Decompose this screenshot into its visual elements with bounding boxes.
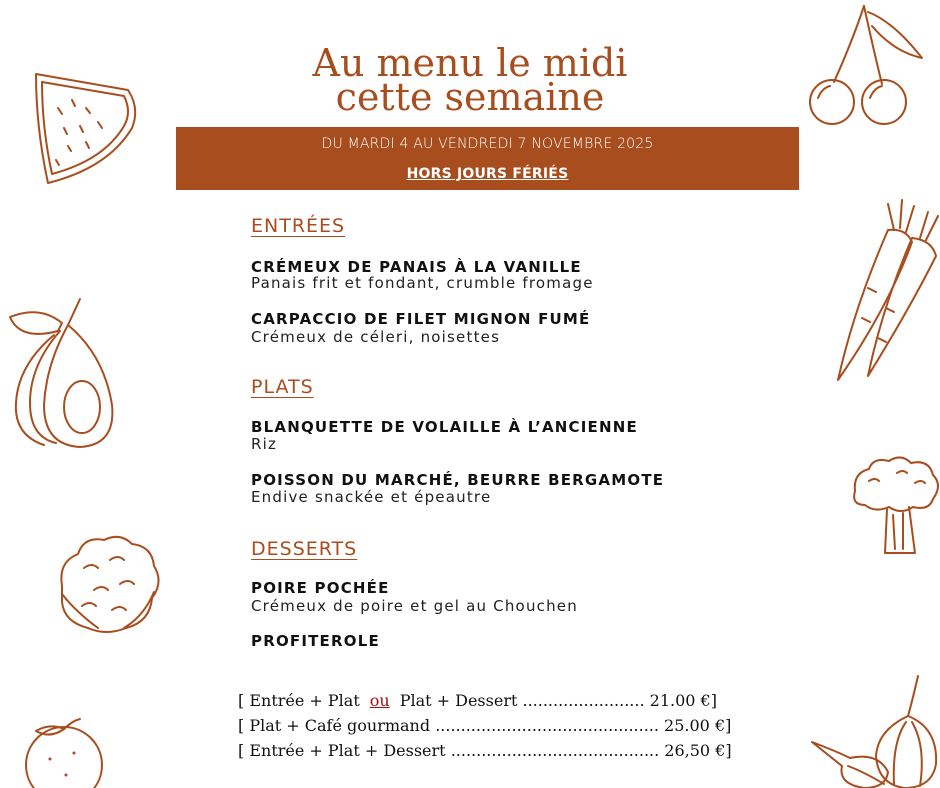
dish-name: CRÉMEUX DE PANAIS À LA VANILLE [251,258,582,276]
date-range: DU MARDI 4 AU VENDREDI 7 NOVEMBRE 2025 [321,136,654,152]
watermelon-icon [28,68,143,188]
cherries-icon [804,2,929,127]
carrots-icon [828,198,940,383]
dish-name: POIRE POCHÉE [251,579,390,597]
or-word: ou [369,691,390,710]
orange-icon [14,715,109,788]
onion-icon [808,672,940,788]
price-line-formula-3: [ Entrée + Plat + Dessert ......................................... 26,50 €] [238,741,732,760]
dish-name: POISSON DU MARCHÉ, BEURRE BERGAMOTE [251,471,665,489]
dish-description: Panais frit et fondant, crumble fromage [251,274,594,292]
menu-title-line2: cette semaine [335,75,605,119]
dish-description: Crémeux de céleri, noisettes [251,328,501,346]
holiday-note: HORS JOURS FÉRIÉS [406,166,569,182]
price-text: [ Entrée + Plat [238,691,360,710]
dish-name: PROFITEROLE [251,632,380,650]
price-text: Plat + Dessert ........................ 21.00 €] [399,691,717,710]
menu-title-line1: Au menu le midi [312,41,628,85]
dish-name: BLANQUETTE DE VOLAILLE À L’ANCIENNE [251,418,638,436]
section-title-plats: PLATS [251,376,314,398]
avocado-icon [0,295,120,455]
dish-name: CARPACCIO DE FILET MIGNON FUMÉ [251,310,591,328]
dish-description: Crémeux de poire et gel au Chouchen [251,597,578,615]
cauliflower-icon [54,532,164,637]
section-title-desserts: DESSERTS [251,538,358,560]
dish-description: Riz [251,435,278,453]
dish-description: Endive snackée et épeautre [251,488,492,506]
section-title-entrees: ENTRÉES [251,215,346,237]
date-banner [176,127,799,190]
price-line-formula-1 [238,691,717,710]
price-line-formula-2: [ Plat + Café gourmand ............................................ 25.00 €] [238,716,732,735]
broccoli-icon [849,455,940,560]
